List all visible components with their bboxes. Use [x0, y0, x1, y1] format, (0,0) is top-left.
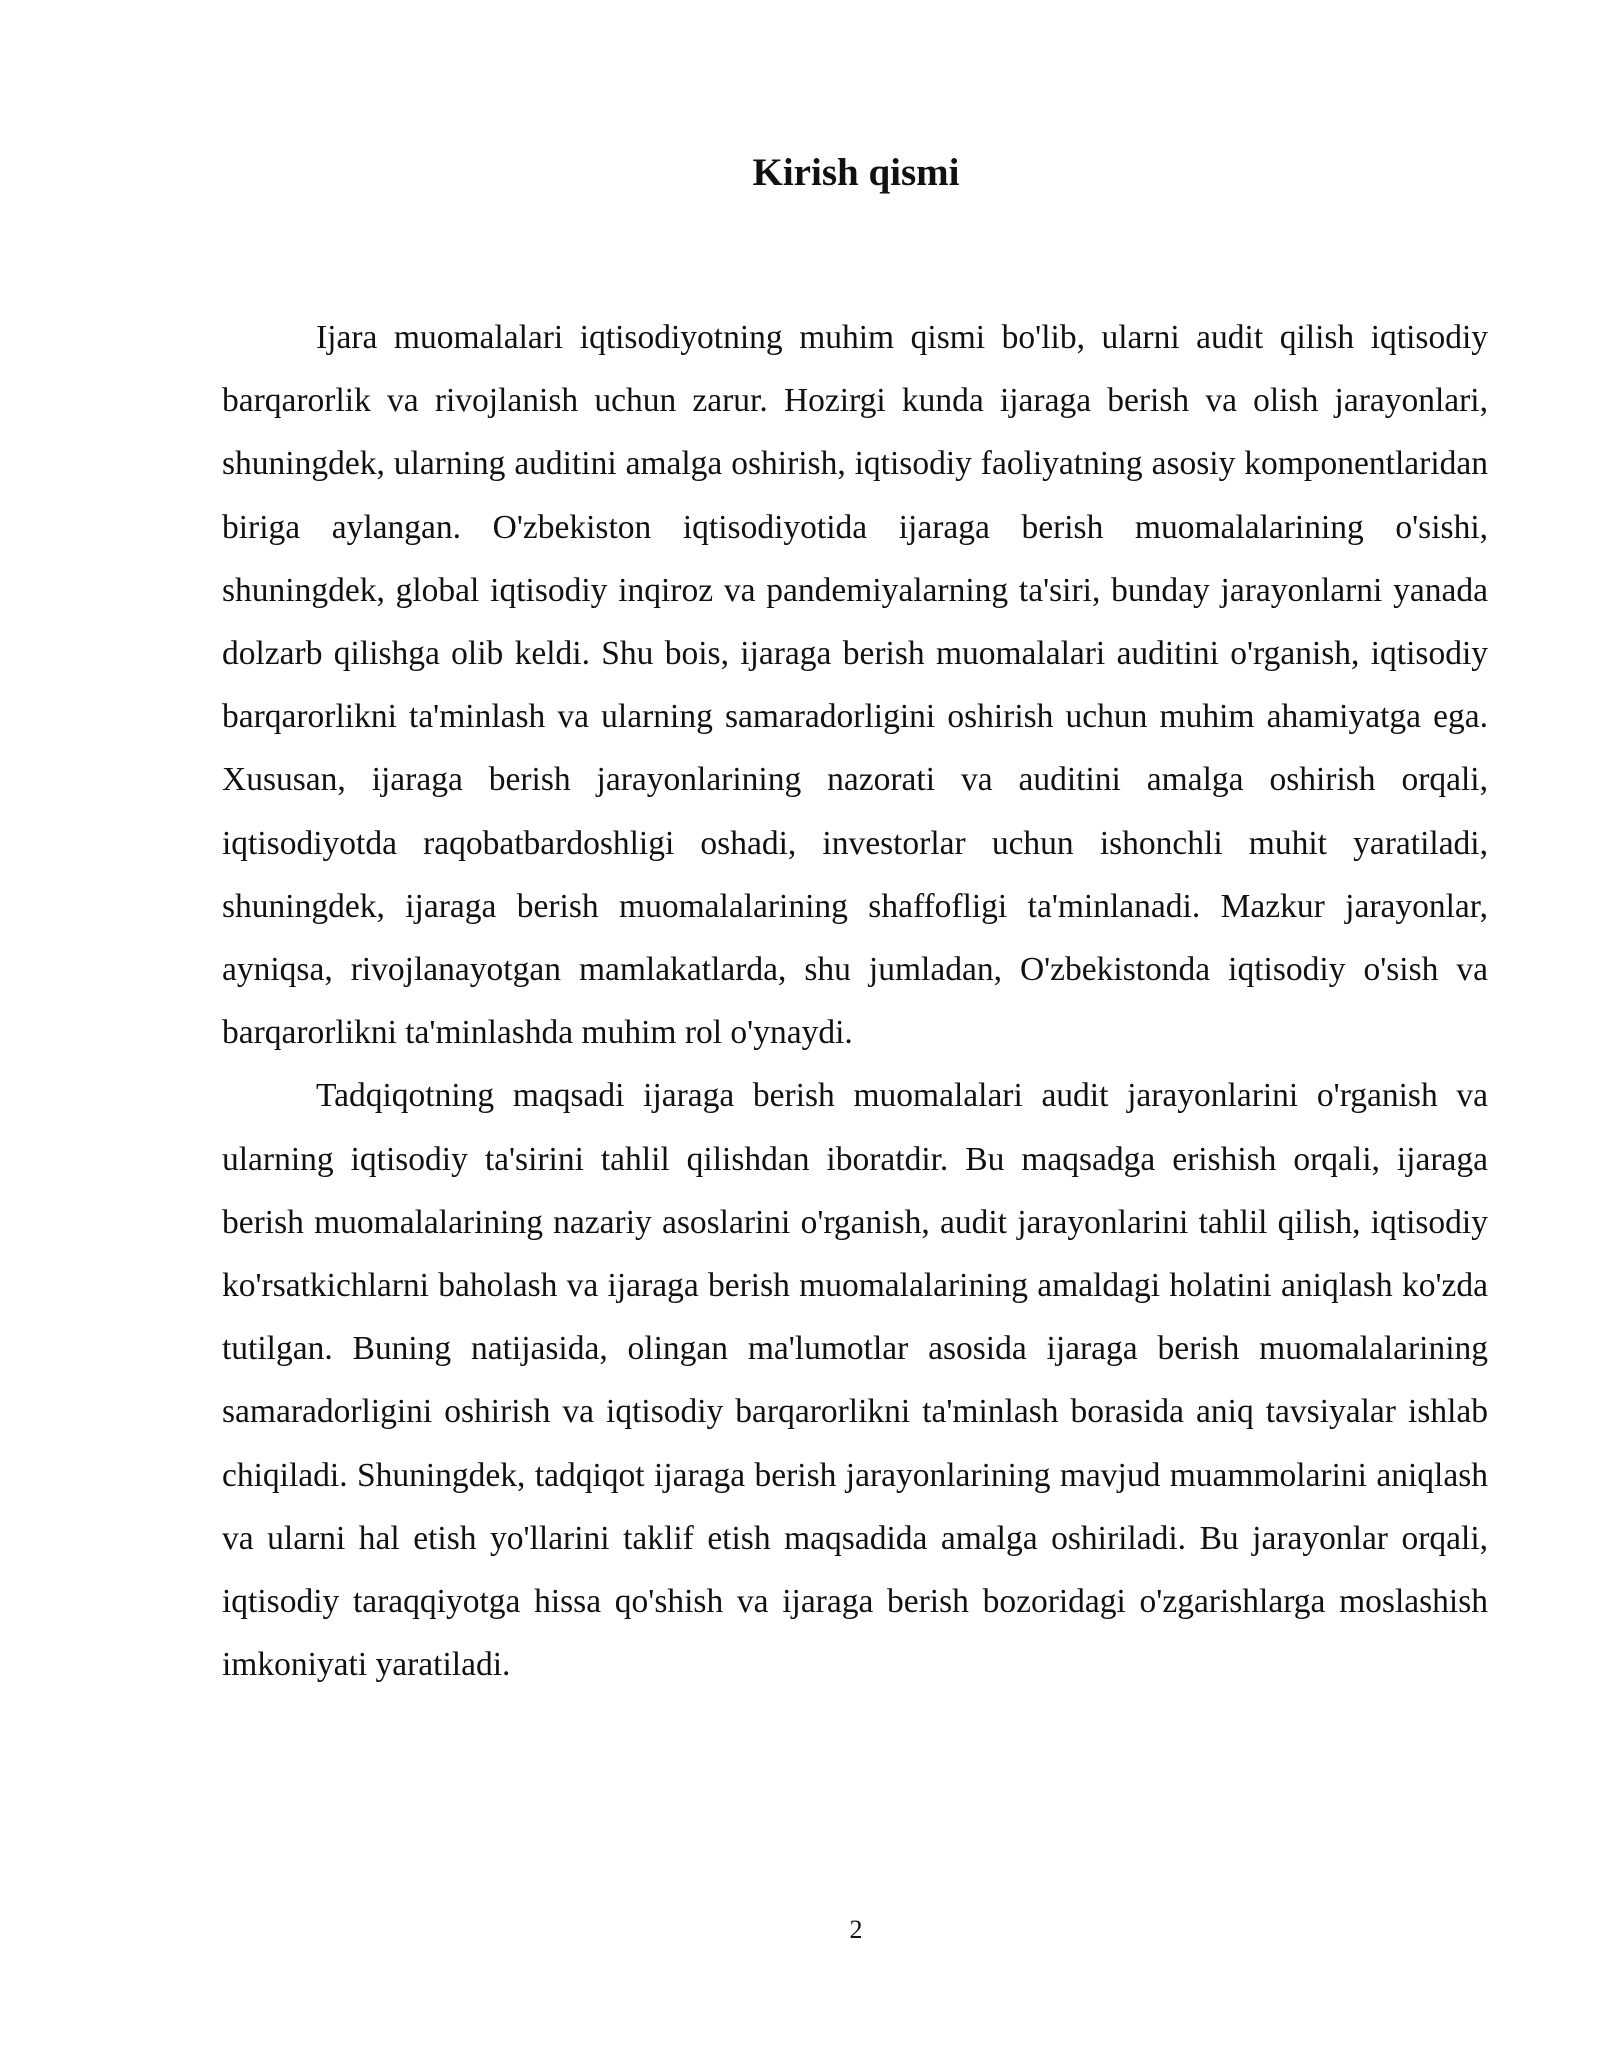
page-title: Kirish qismi	[752, 151, 960, 194]
paragraph-introduction: Ijara muomalalari iqtisodiyotning muhim qismi bo'lib, ularni audit qilish iqtisodiy barqarorlik va rivojlanish uchun zarur. Hozirgi kunda ijaraga berish va olish jarayonlari, shuningdek, ularning auditini amalga oshirish, iqtisodiy faoliyatning asosiy komponentlaridan biriga aylangan. O'zbekiston iqtisodiyotida ijaraga berish muomalalarining o'sishi, shuningdek, global iqtisodiy inqiroz va pandemiyalarning ta'siri, bunday jarayonlarni yanada dolzarb qilishga olib keldi. Shu bois, ijaraga berish muomalalari auditini o'rganish, iqtisodiy barqarorlikni ta'minlash va ularning samaradorligini oshirish uchun muhim ahamiyatga ega. Xususan, ijaraga berish jarayonlarining nazorati va auditini amalga oshirish orqali, iqtisodiyotda raqobatbardoshligi oshadi, investorlar uchun ishonchli muhit yaratiladi, shuningdek, ijaraga berish muomalalarining shaffofligi ta'minlanadi. Mazkur jarayonlar, ayniqsa, rivojlanayotgan mamlakatlarda, shu jumladan, O'zbekistonda iqtisodiy o'sish va barqarorlikni ta'minlashda muhim rol o'ynaydi.	[222, 319, 1488, 1052]
paragraph-research-goal: Tadqiqotning maqsadi ijaraga berish muomalalari audit jarayonlarini o'rganish va ularning iqtisodiy ta'sirini tahlil qilishdan iboratdir. Bu maqsadga erishish orqali, ijaraga berish muomalalarining nazariy asoslarini o'rganish, audit jarayonlarini tahlil qilish, iqtisodiy ko'rsatkichlarni baholash va ijaraga berish muomalalarining amaldagi holatini aniqlash ko'zda tutilgan. Buning natijasida, olingan ma'lumotlar asosida ijaraga berish muomalalarining samaradorligini oshirish va iqtisodiy barqarorlikni ta'minlash borasida aniq tavsiyalar ishlab chiqiladi. Shuningdek, tadqiqot ijaraga berish jarayonlarining mavjud muammolarini aniqlash va ularni hal etish yo'llarini taklif etish maqsadida amalga oshiriladi. Bu jarayonlar orqali, iqtisodiy taraqqiyotga hissa qo'shish va ijaraga berish bozoridagi o'zgarishlarga moslashish imkoniyati yaratiladi.	[222, 1077, 1488, 1684]
page-number: 2	[849, 1915, 863, 1944]
body-text	[222, 306, 1488, 1696]
